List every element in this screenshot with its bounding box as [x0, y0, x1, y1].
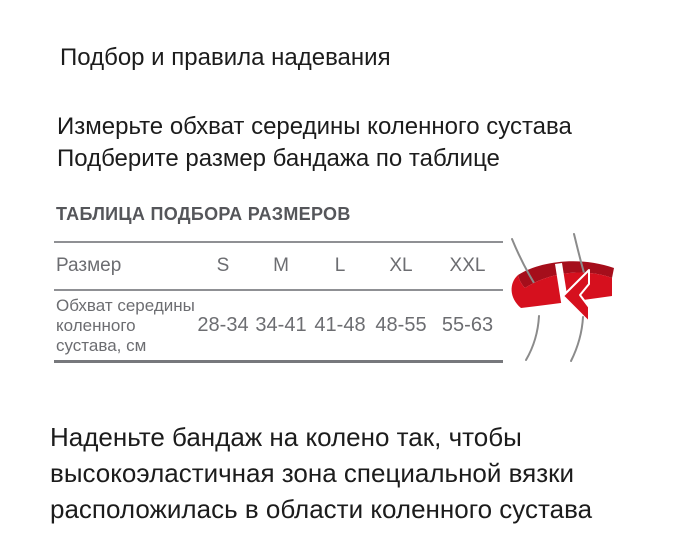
- girth-value-xl: 48-55: [375, 314, 427, 336]
- intro-line-measure: Измерьте обхват середины коленного сустава: [57, 113, 572, 140]
- size-col-xxl: XXL: [449, 255, 486, 276]
- page-title: Подбор и правила надевания: [60, 44, 391, 71]
- girth-value-l: 41-48: [314, 314, 366, 336]
- outro-line-2: высокоэластичная зона специальной вязки: [50, 458, 575, 488]
- outro-text: [50, 419, 592, 527]
- leg-line-left-lower: [526, 316, 539, 360]
- size-col-l: L: [334, 255, 346, 276]
- intro-line-choose-size: Подберите размер бандажа по таблице: [57, 145, 500, 172]
- size-table: [54, 241, 503, 363]
- size-table-section: [54, 204, 503, 363]
- girth-label-line-1: Обхват середины: [56, 295, 195, 315]
- size-table-data-row: [54, 289, 503, 363]
- girth-value-xxl: 55-63: [441, 314, 494, 336]
- girth-label-line-2: коленного: [56, 315, 136, 335]
- size-table-header-row: [54, 241, 503, 289]
- knee-measuring-band-illustration: [505, 228, 625, 363]
- girth-value-s: 28-34: [197, 314, 249, 336]
- size-col-xl: XL: [389, 255, 413, 276]
- outro-line-3: расположилась в области коленного сустава: [50, 494, 593, 524]
- girth-label-line-3: сустава, см: [56, 335, 147, 355]
- size-col-m: M: [273, 255, 289, 276]
- intro-text: [57, 111, 572, 175]
- size-header-label: Размер: [56, 255, 122, 276]
- outro-line-1: Наденьте бандаж на колено так, чтобы: [50, 422, 522, 452]
- girth-label-cell: [54, 296, 194, 356]
- leg-line-right-lower: [571, 317, 583, 361]
- size-table-title: ТАБЛИЦА ПОДБОРА РАЗМЕРОВ: [56, 204, 351, 224]
- size-col-s: S: [216, 255, 230, 276]
- girth-value-m: 34-41: [255, 314, 307, 336]
